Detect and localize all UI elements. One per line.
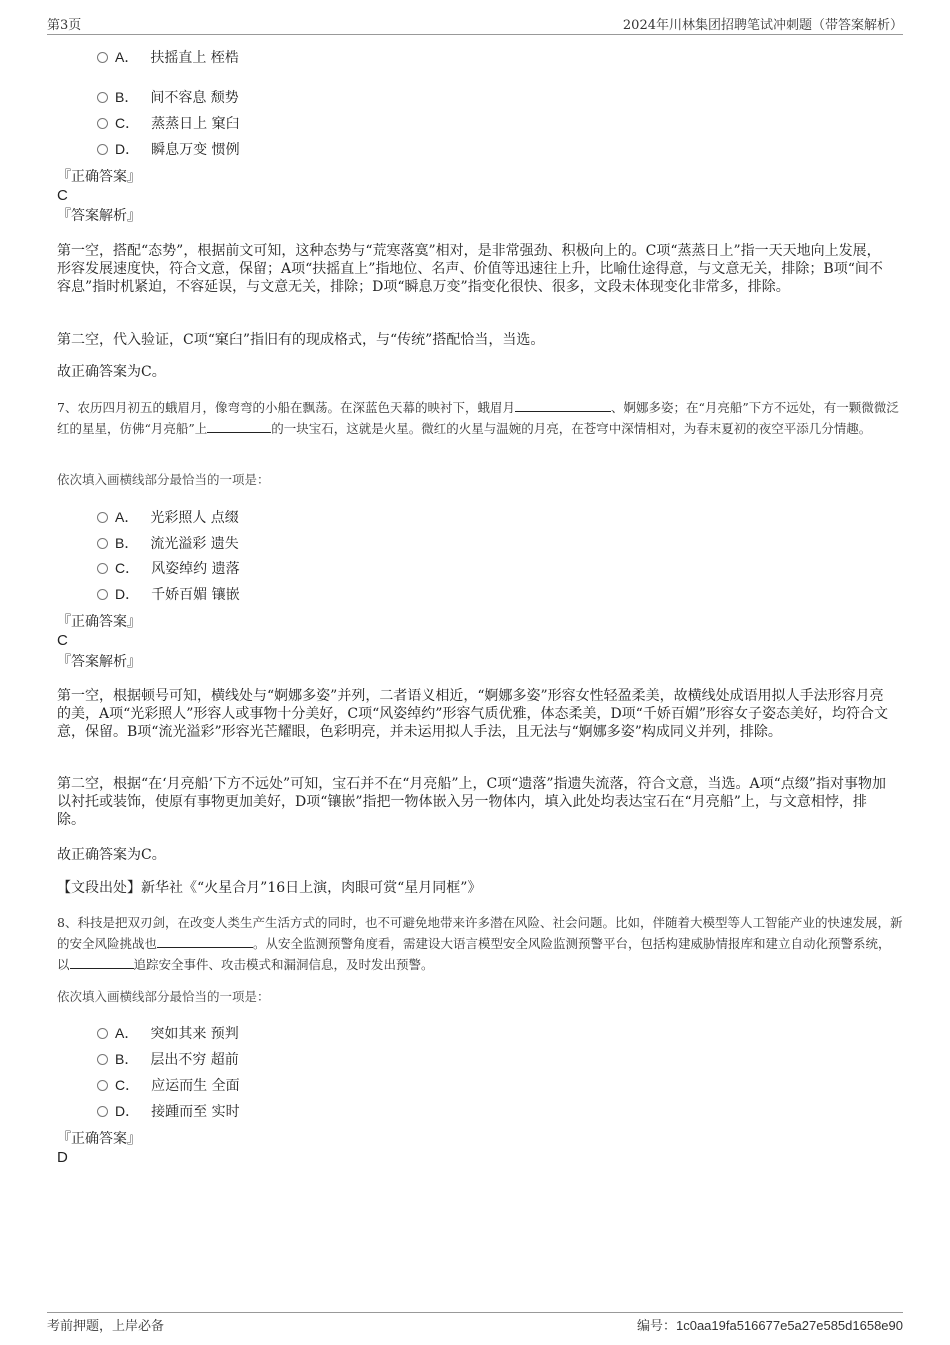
- q7-stem-part-3: 的一块宝石，这就是火星。微红的火星与温婉的月亮，在苍穹中深情相对，为春末夏初的夜空平添几分情趣。: [271, 421, 872, 436]
- radio-icon[interactable]: [97, 538, 108, 549]
- q6-option-d[interactable]: D． 瞬息万变 惯例: [97, 140, 240, 159]
- q7-source: 【文段出处】新华社《“火星合月”16日上演，肉眼可赏“星月同框”》: [57, 880, 482, 896]
- footer-slogan: 考前押题，上岸必备: [47, 1319, 165, 1334]
- q7-answer-label: 『正确答案』: [57, 614, 141, 630]
- q7-blank-1[interactable]: [515, 399, 611, 412]
- q8-answer-label: 『正确答案』: [57, 1131, 141, 1147]
- q7-analysis-label: 『答案解析』: [57, 654, 141, 670]
- radio-icon[interactable]: [97, 589, 108, 600]
- radio-icon[interactable]: [97, 92, 108, 103]
- q8-option-b[interactable]: B． 层出不穷 超前: [97, 1050, 239, 1069]
- q7-option-d[interactable]: D． 千娇百媚 镶嵌: [97, 585, 240, 604]
- q7-stem-part-1: 7、农历四月初五的蛾眉月，像弯弯的小船在飘荡。在深蓝色天幕的映衬下，蛾眉月: [57, 400, 515, 415]
- radio-icon[interactable]: [97, 1080, 108, 1091]
- q7-stem-part-2: 、婀娜多姿；在“月亮船”下方不远处，有一颗微微泛红的星星，仿佛“月亮船”上: [57, 400, 899, 436]
- q8-blank-2[interactable]: [70, 956, 134, 969]
- q8-stem: [57, 912, 903, 975]
- q6-answer: C: [57, 187, 68, 204]
- q7-analysis-para-1: 第一空，根据顿号可知，横线处与“婀娜多姿”并列，二者语义相近，“婀娜多姿”形容女性轻盈柔美，故横线处成语用拟人手法形容月亮的美，A项“光彩照人”形容人或事物十分美好，C项“风姿绰约”形容气质优雅，体态柔美，D项“千娇百媚”形容女子姿态美好，均符合文意，保留。B项“流光溢彩”形容光芒耀眼，色彩明亮，并未运用拟人手法，且无法与“婀娜多姿”构成同义并列，排除。: [57, 688, 888, 740]
- radio-icon[interactable]: [97, 512, 108, 523]
- q8-instruction: 依次填入画横线部分最恰当的一项是：: [57, 989, 270, 1004]
- q8-option-c[interactable]: C． 应运而生 全面: [97, 1076, 240, 1095]
- page-footer: [47, 1312, 903, 1335]
- q7-instruction: 依次填入画横线部分最恰当的一项是：: [57, 472, 270, 487]
- footer-code-value: 1c0aa19fa516677e5a27e585d1658e90: [675, 1318, 903, 1333]
- q6-answer-label: 『正确答案』: [57, 169, 141, 185]
- radio-icon[interactable]: [97, 563, 108, 574]
- q7-analysis-para-3: 故正确答案为C。: [57, 847, 166, 863]
- q7-option-c[interactable]: C． 风姿绰约 遗落: [97, 559, 240, 578]
- q7-option-b[interactable]: B． 流光溢彩 遗失: [97, 534, 239, 553]
- footer-code: [637, 1315, 903, 1334]
- q8-stem-part-3: 追踪安全事件、攻击模式和漏洞信息，及时发出预警。: [133, 957, 434, 972]
- q7-analysis-para-2: 第二空，根据“在‘月亮船’下方不远处”可知，宝石并不在“月亮船”上，C项“遗落”指遗失流落，符合文意，当选。A项“点缀”指对事物加以衬托或装饰，使原有事物更加美好，D项“镶嵌”指把一物体嵌入另一物体内，填入此处均表达宝石在“月亮船”上，与文意相悖，排除。: [57, 776, 886, 828]
- q6-analysis-para-2: 第二空，代入验证，C项“窠臼”指旧有的现成格式，与“传统”搭配恰当，当选。: [57, 332, 545, 348]
- radio-icon[interactable]: [97, 144, 108, 155]
- radio-icon[interactable]: [97, 118, 108, 129]
- q8-blank-1[interactable]: [157, 935, 253, 948]
- q6-option-b[interactable]: B． 间不容息 颓势: [97, 88, 239, 107]
- q7-stem: [57, 397, 903, 439]
- q6-option-c[interactable]: C． 蒸蒸日上 窠臼: [97, 114, 240, 133]
- q8-option-d[interactable]: D． 接踵而至 实时: [97, 1102, 240, 1121]
- q8-option-a[interactable]: A． 突如其来 预判: [97, 1024, 239, 1043]
- footer-code-label: 编号：: [636, 1319, 676, 1334]
- q7-blank-2[interactable]: [207, 420, 271, 433]
- page-number: 第3页: [47, 18, 82, 33]
- q6-analysis-para-1: 第一空，搭配“态势”，根据前文可知，这种态势与“荒寒落寞”相对，是非常强劲、积极向上的。C项“蒸蒸日上”指一天天地向上发展，形容发展速度快，符合文意，保留；A项“扶摇直上”指地位、名声、价值等迅速往上升，比喻仕途得意，与文意无关，排除；B项“间不容息”指时机紧迫，不容延误，与文意无关，排除；D项“瞬息万变”指变化很快、很多，文段未体现变化非常多，排除。: [57, 243, 883, 295]
- radio-icon[interactable]: [97, 1106, 108, 1117]
- q6-analysis-label: 『答案解析』: [57, 208, 141, 224]
- radio-icon[interactable]: [97, 52, 108, 63]
- radio-icon[interactable]: [97, 1054, 108, 1065]
- document-title: 2024年川林集团招聘笔试冲刺题（带答案解析）: [622, 18, 903, 33]
- radio-icon[interactable]: [97, 1028, 108, 1039]
- q8-stem-part-2: 。从安全监测预警角度看，需建设大语言模型安全风险监测预警平台，包括构建威胁情报库和建立自动化预警系统，以: [57, 936, 891, 972]
- q7-option-a[interactable]: A． 光彩照人 点缀: [97, 508, 239, 527]
- q6-option-a[interactable]: A． 扶摇直上 桎梏: [97, 48, 239, 67]
- q6-analysis-para-3: 故正确答案为C。: [57, 364, 166, 380]
- q8-stem-part-1: 8、科技是把双刃剑，在改变人类生产生活方式的同时，也不可避免地带来许多潜在风险、社会问题。比如，伴随着大模型等人工智能产业的快速发展，新的安全风险挑战也: [57, 915, 903, 951]
- page-header: [47, 14, 903, 35]
- q7-answer: C: [57, 632, 68, 649]
- q8-answer: D: [57, 1149, 68, 1166]
